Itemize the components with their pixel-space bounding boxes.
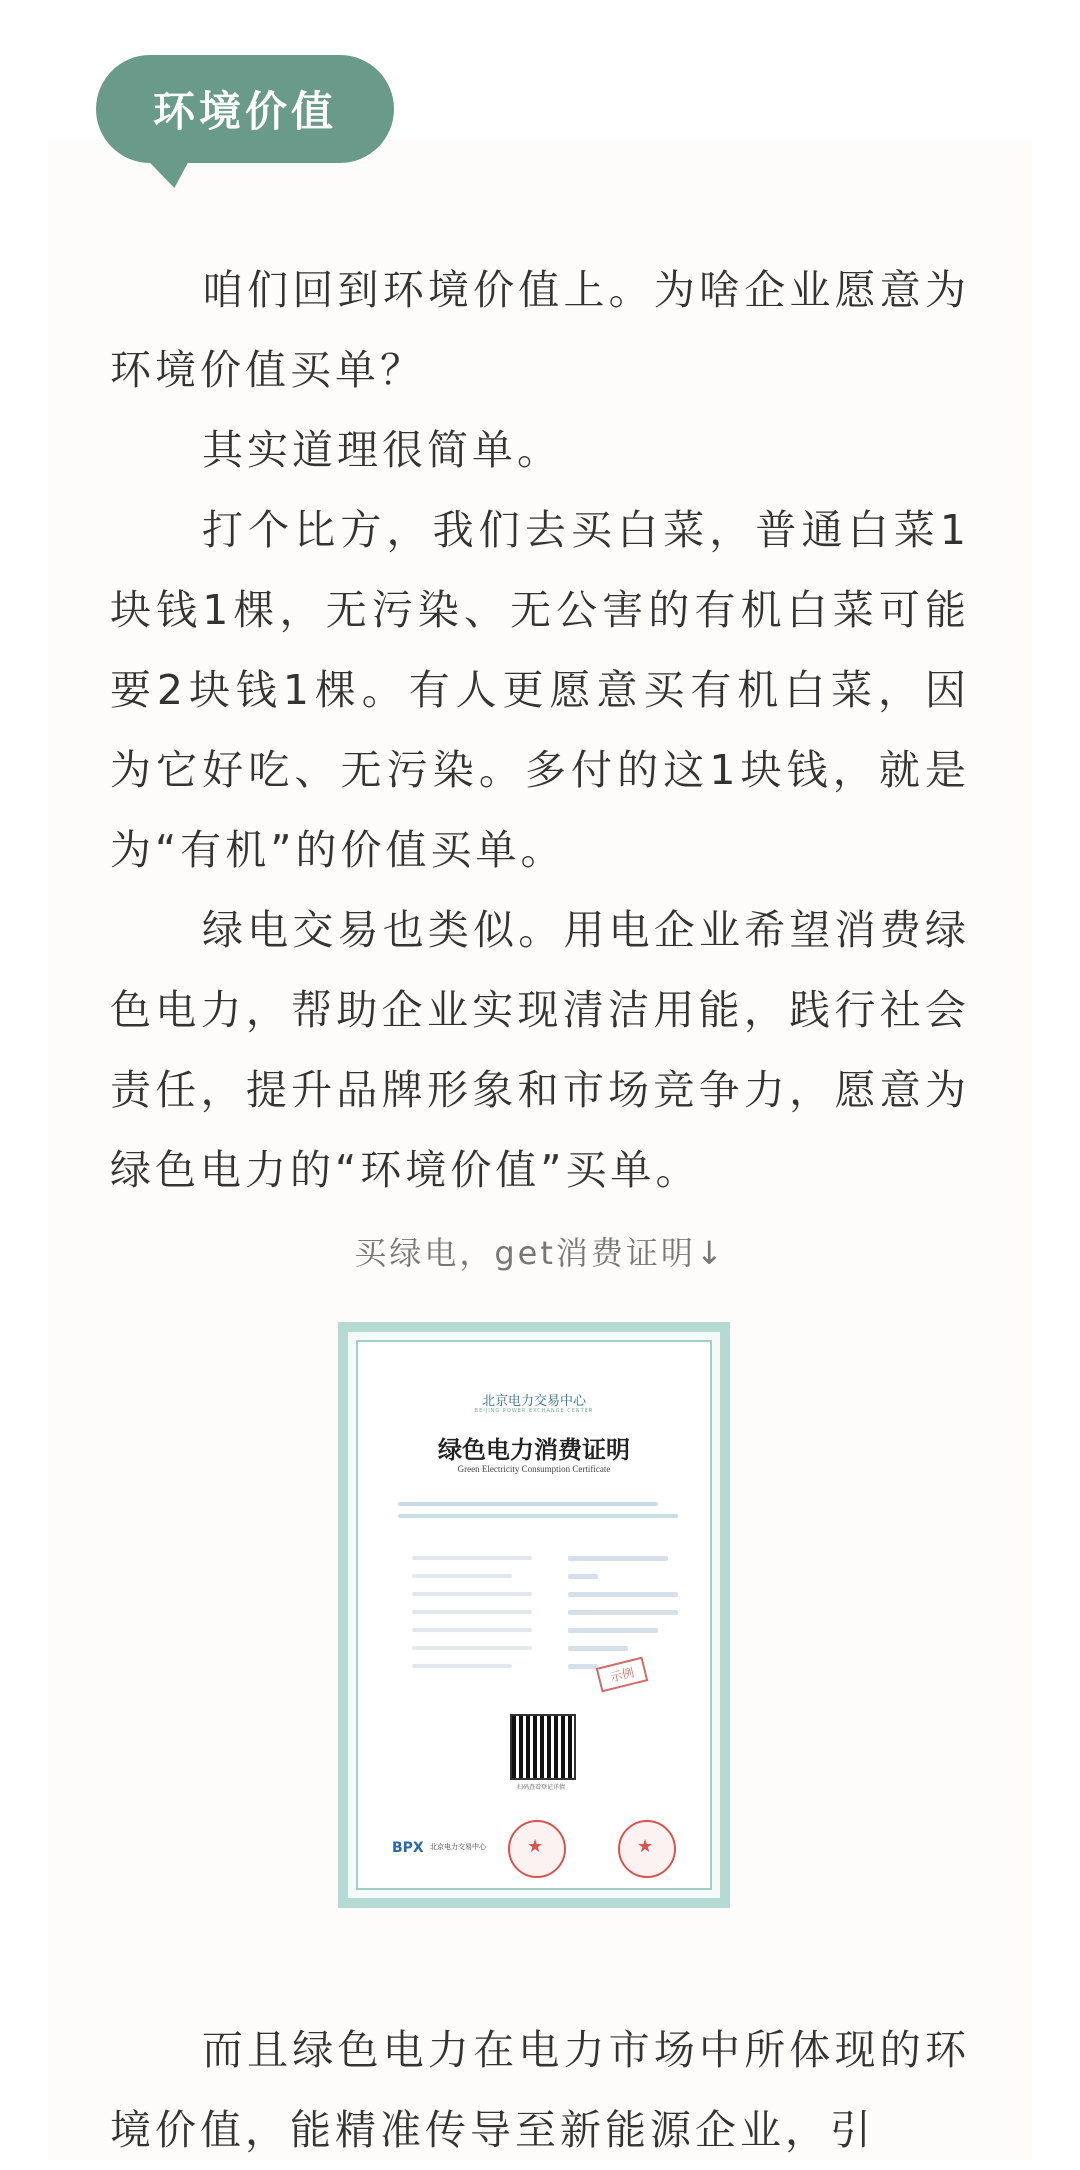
certificate-label-line	[412, 1556, 532, 1560]
certificate-org-en: BEIJING POWER EXCHANGE CENTER	[474, 1408, 594, 1414]
section-title-badge	[96, 55, 394, 163]
bpx-logo: BPX	[392, 1840, 424, 1856]
qr-label: 扫码查看登记详情	[516, 1784, 565, 1791]
certificate-title: 绿色电力消费证明	[438, 1435, 630, 1464]
certificate-field	[568, 1574, 598, 1579]
certificate-field	[568, 1556, 668, 1561]
image-caption: 买绿电，get消费证明↓	[354, 1234, 726, 1272]
certificate-label-line	[412, 1574, 512, 1578]
article-body-continued	[110, 2010, 970, 2170]
paragraph-4: 绿电交易也类似。用电企业希望消费绿色电力，帮助企业实现清洁用能，践行社会责任，提升品牌形象和市场竞争力，愿意为绿色电力的“环境价值”买单。	[110, 906, 970, 1194]
certificate-image[interactable]	[338, 1322, 730, 1908]
certificate-id-line	[398, 1514, 678, 1518]
certificate-field	[568, 1628, 658, 1633]
certificate-field	[568, 1610, 678, 1615]
certificate-label-line	[412, 1664, 512, 1668]
section-title: 环境价值	[152, 87, 337, 136]
paragraph-3: 打个比方，我们去买白菜，普通白菜1块钱1棵，无污染、无公害的有机白菜可能要2块钱1棵。有人更愿意买有机白菜，因为它好吃、无污染。多付的这1块钱，就是为“有机”的价值买单。	[110, 506, 970, 874]
qr-code-icon	[510, 1714, 576, 1780]
sample-stamp: 示例	[596, 1657, 649, 1693]
official-seal-icon	[618, 1820, 676, 1878]
certificate-org: 北京电力交易中心	[481, 1394, 586, 1409]
certificate-label-line	[412, 1646, 532, 1650]
certificate-field	[568, 1664, 598, 1669]
certificate-id-line	[398, 1502, 658, 1506]
article-body	[110, 250, 970, 1210]
paragraph-5: 而且绿色电力在电力市场中所体现的环境价值，能精准传导至新能源企业，引	[110, 2026, 970, 2154]
certificate-subtitle: Green Electricity Consumption Certificate	[457, 1464, 611, 1474]
official-seal-icon	[508, 1820, 566, 1878]
certificate-label-line	[412, 1592, 532, 1596]
certificate-frame	[356, 1340, 712, 1890]
paragraph-1: 咱们回到环境价值上。为啥企业愿意为环境价值买单？	[110, 266, 970, 394]
certificate-field	[568, 1592, 678, 1597]
paragraph-2: 其实道理很简单。	[202, 426, 562, 474]
bpx-logo-name: 北京电力交易中心	[430, 1843, 486, 1851]
certificate-label-line	[412, 1628, 532, 1632]
certificate-field	[568, 1646, 628, 1651]
certificate-label-line	[412, 1610, 532, 1614]
